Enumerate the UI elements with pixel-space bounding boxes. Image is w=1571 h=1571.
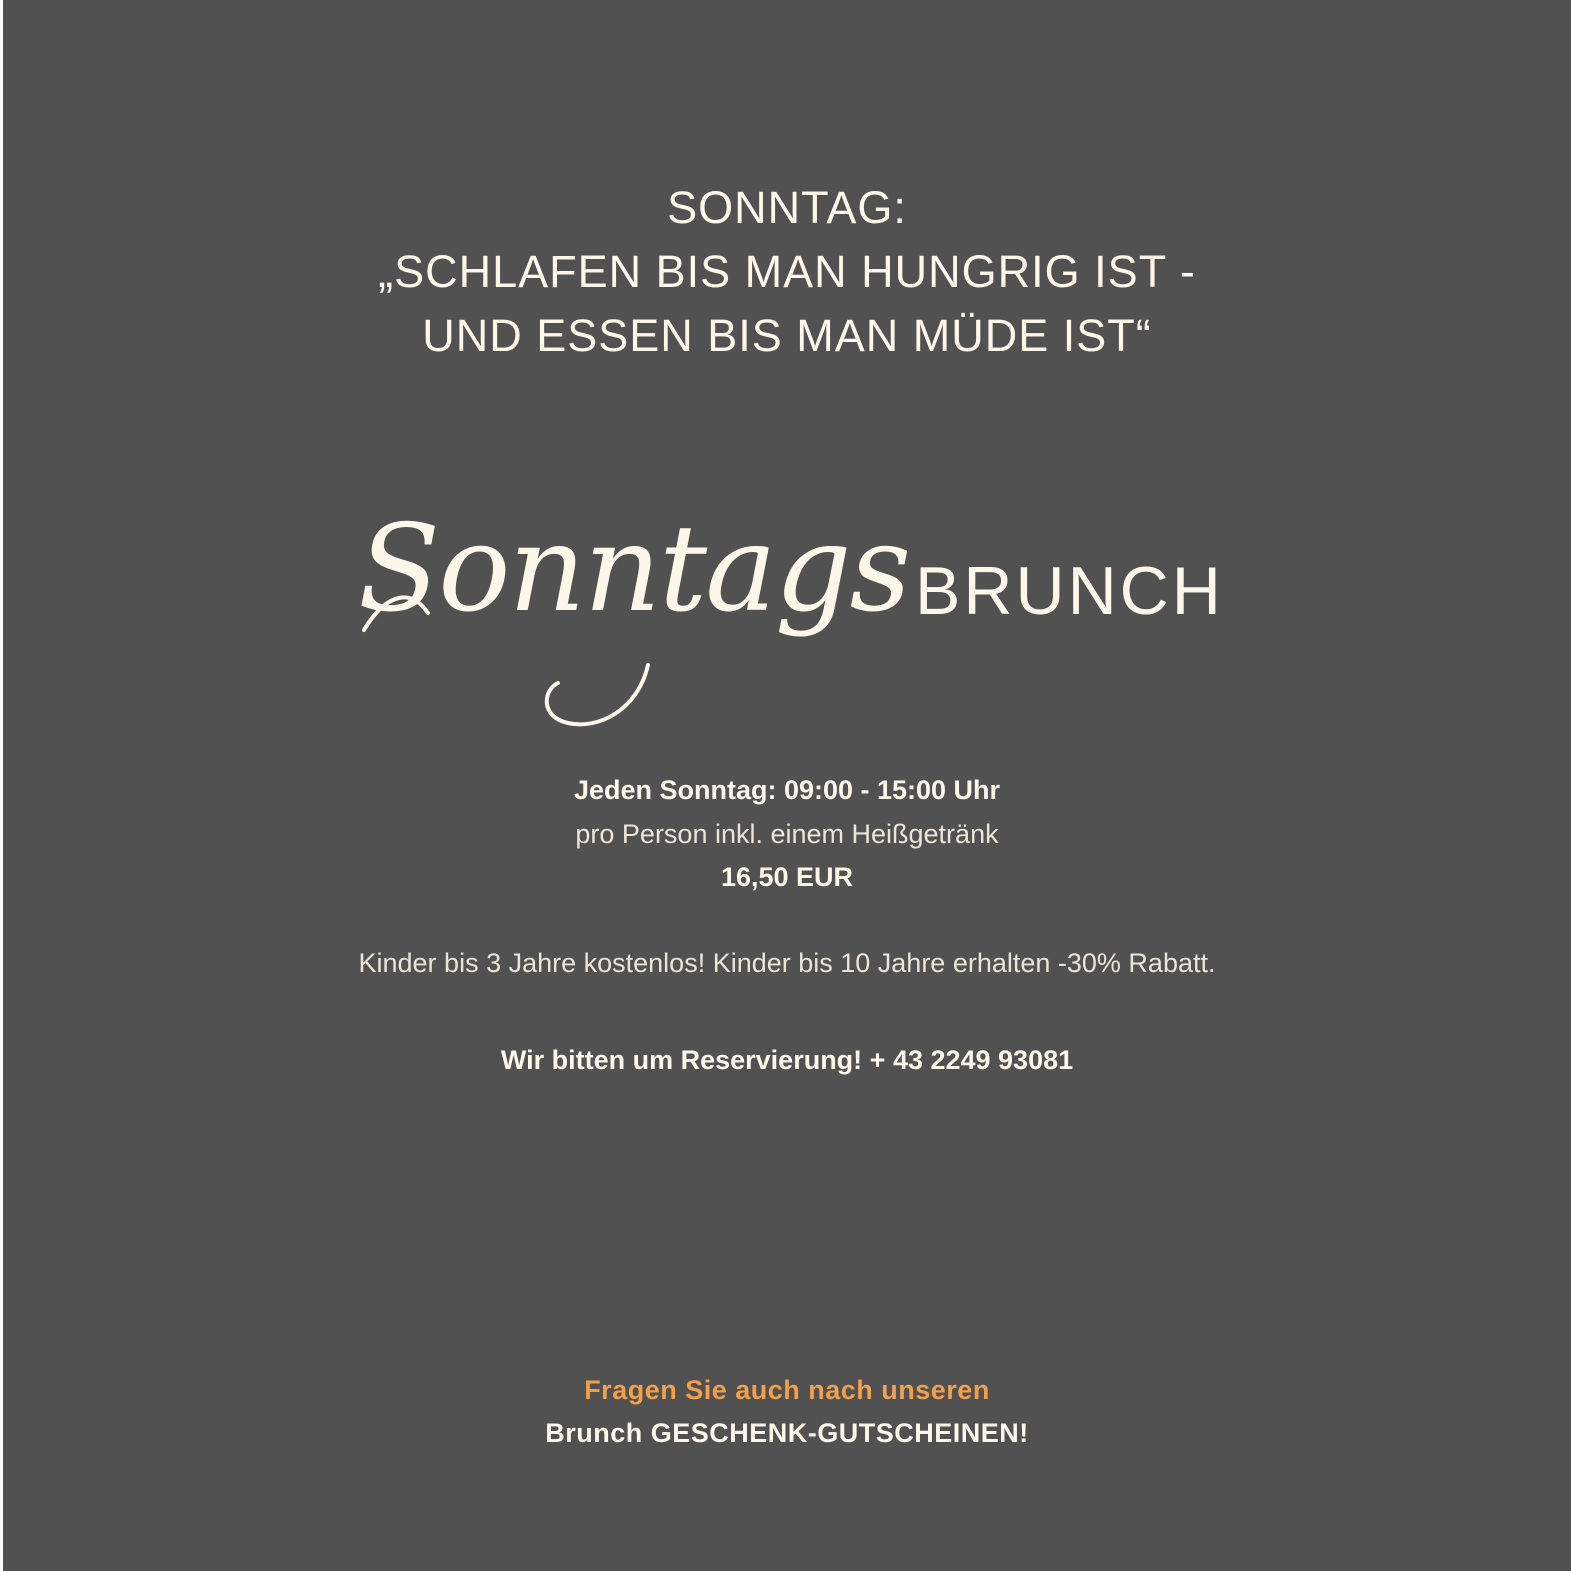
- opening-hours: Jeden Sonntag: 09:00 - 15:00 Uhr: [573, 775, 1001, 805]
- voucher-teaser: Fragen Sie auch nach unseren: [584, 1375, 990, 1405]
- kids-discount-note: Kinder bis 3 Jahre kostenlos! Kinder bis 10 Jahre erhalten -30% Rabatt.: [358, 948, 1216, 978]
- headline: [3, 176, 1571, 368]
- price: 16,50 EUR: [720, 862, 854, 892]
- brunch-title: [358, 495, 1224, 735]
- headline-line-3: UND ESSEN BIS MAN MÜDE IST“: [422, 310, 1152, 361]
- per-person-note: pro Person inkl. einem Heißgetränk: [575, 819, 999, 849]
- headline-line-2: „SCHLAFEN BIS MAN HUNGRIG IST -: [378, 246, 1196, 297]
- voucher-title: Brunch GESCHENK-GUTSCHEINEN!: [545, 1418, 1029, 1448]
- title-script-word: Sonntags: [358, 500, 910, 639]
- headline-line-1: SONNTAG:: [667, 182, 907, 233]
- title-brunch-word: BRUNCH: [915, 553, 1224, 629]
- brunch-poster: [3, 0, 1571, 1571]
- reservation-phone: Wir bitten um Reservierung! + 43 2249 93081: [500, 1045, 1074, 1075]
